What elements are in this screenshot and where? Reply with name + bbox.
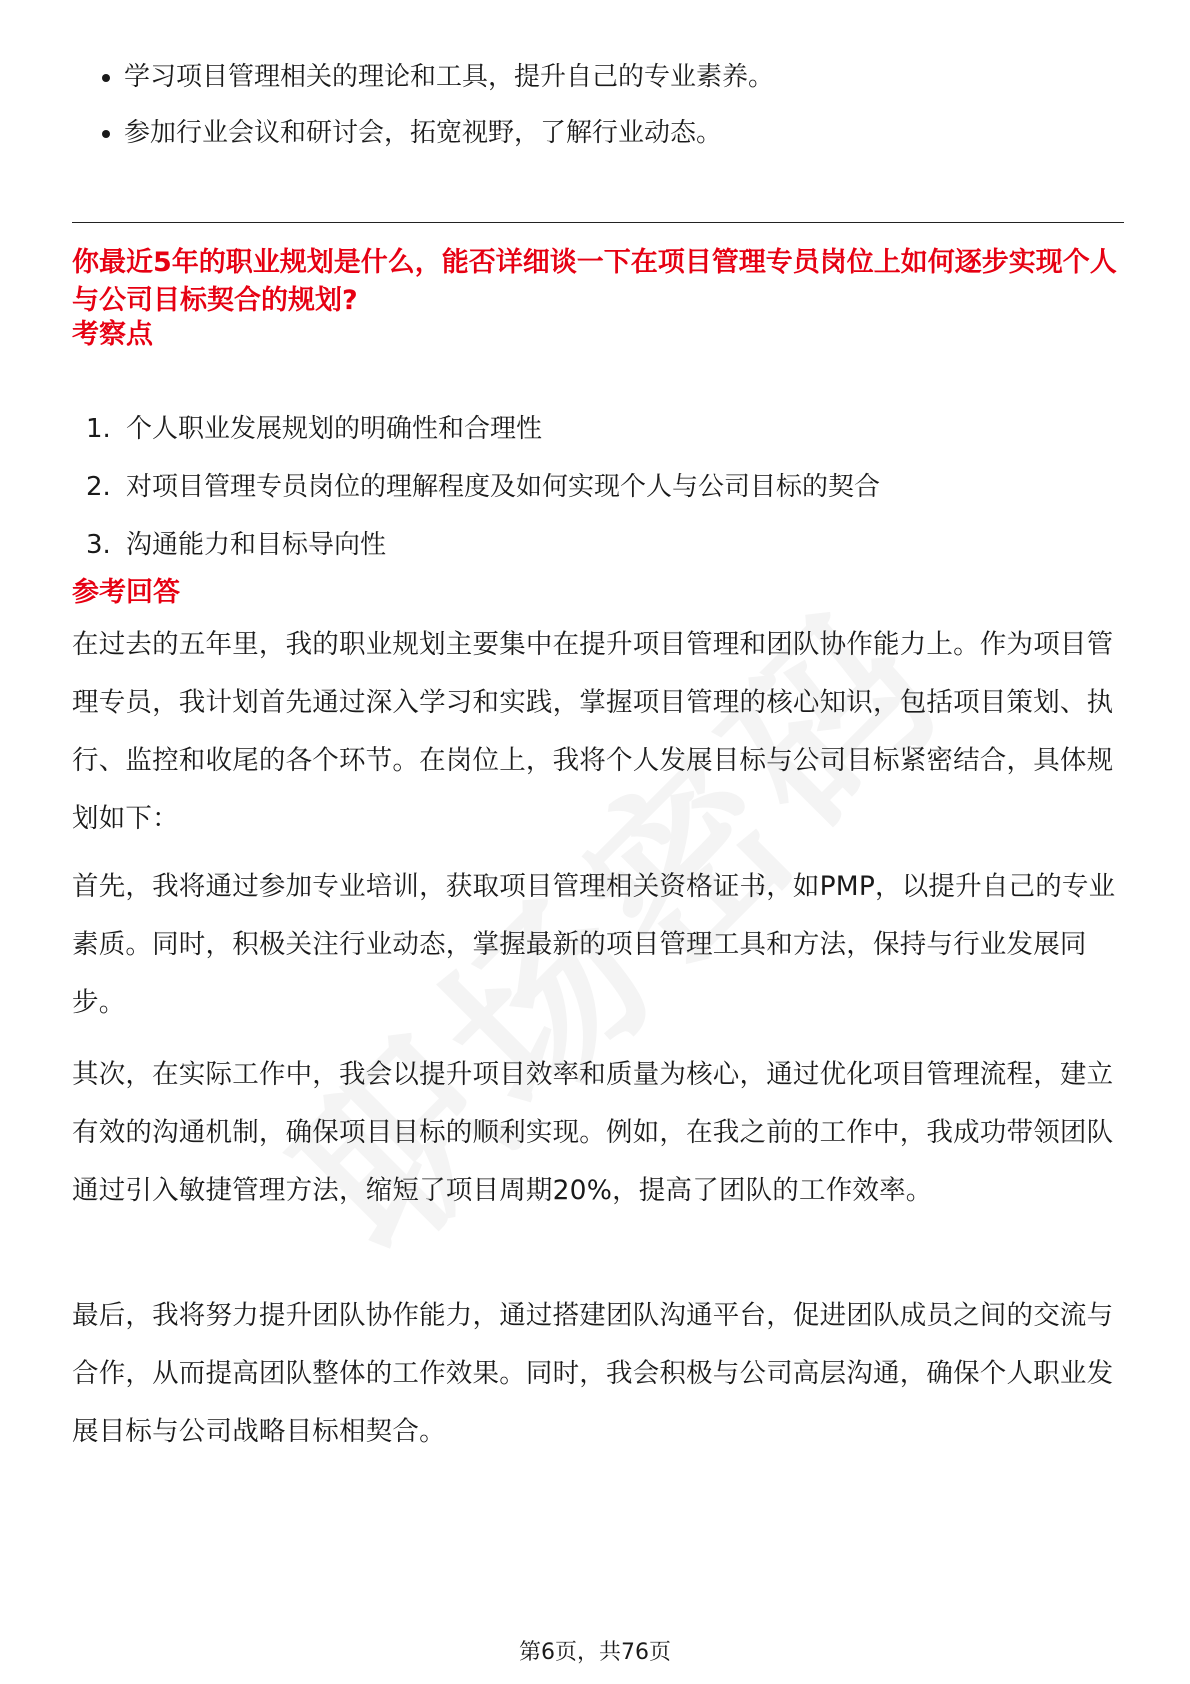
bullet-text: 学习项目管理相关的理论和工具，提升自己的专业素养。 [124,62,775,92]
question-heading: 你最近5年的职业规划是什么，能否详细谈一下在项目管理专员岗位上如何逐步实现个人与公司目标契合的规划? [72,247,1117,316]
focus-item-text: 对项目管理专员岗位的理解程度及如何实现个人与公司目标的契合 [126,472,881,502]
focus-item-number: 1. [86,414,111,444]
answer-paragraph: 其次，在实际工作中，我会以提升项目效率和质量为核心，通过优化项目管理流程，建立有效的沟通机制，确保项目目标的顺利实现。例如，在我之前的工作中，我成功带领团队通过引入敏捷管理方法，缩短了项目周期20%，提高了团队的工作效率。 [72,1059,1114,1206]
bullet-item [72,58,1122,96]
focus-list [72,410,1122,584]
bullet-text: 参加行业会议和研讨会，拓宽视野，了解行业动态。 [124,118,723,148]
answer-paragraph: 在过去的五年里，我的职业规划主要集中在提升项目管理和团队协作能力上。作为项目管理专员，我计划首先通过深入学习和实践，掌握项目管理的核心知识，包括项目策划、执行、监控和收尾的各个环节。在岗位上，我将个人发展目标与公司目标紧密结合，具体规划如下： [72,629,1114,834]
focus-title: 考察点 [72,319,153,350]
answer-paragraph: 首先，我将通过参加专业培训，获取项目管理相关资格证书，如PMP，以提升自己的专业素质。同时，积极关注行业动态，掌握最新的项目管理工具和方法，保持与行业发展同步。 [72,871,1116,1018]
focus-item-number: 2. [86,472,111,502]
answer-title: 参考回答 [72,577,180,608]
section-divider [72,222,1124,223]
focus-item [72,468,1122,506]
bullet-dot-icon [102,130,110,138]
focus-item-text: 个人职业发展规划的明确性和合理性 [126,414,543,444]
bullet-list [72,58,1122,170]
focus-item-number: 3. [86,530,111,560]
page-footer: 第6页，共76页 [519,1640,671,1665]
answer-paragraph: 最后，我将努力提升团队协作能力，通过搭建团队沟通平台，促进团队成员之间的交流与合作，从而提高团队整体的工作效果。同时，我会积极与公司高层沟通，确保个人职业发展目标与公司战略目标相契合。 [72,1300,1114,1447]
bullet-dot-icon [102,74,110,82]
focus-item-text: 沟通能力和目标导向性 [126,530,387,560]
focus-item [72,410,1122,448]
focus-item [72,526,1122,564]
bullet-item [72,114,1122,152]
